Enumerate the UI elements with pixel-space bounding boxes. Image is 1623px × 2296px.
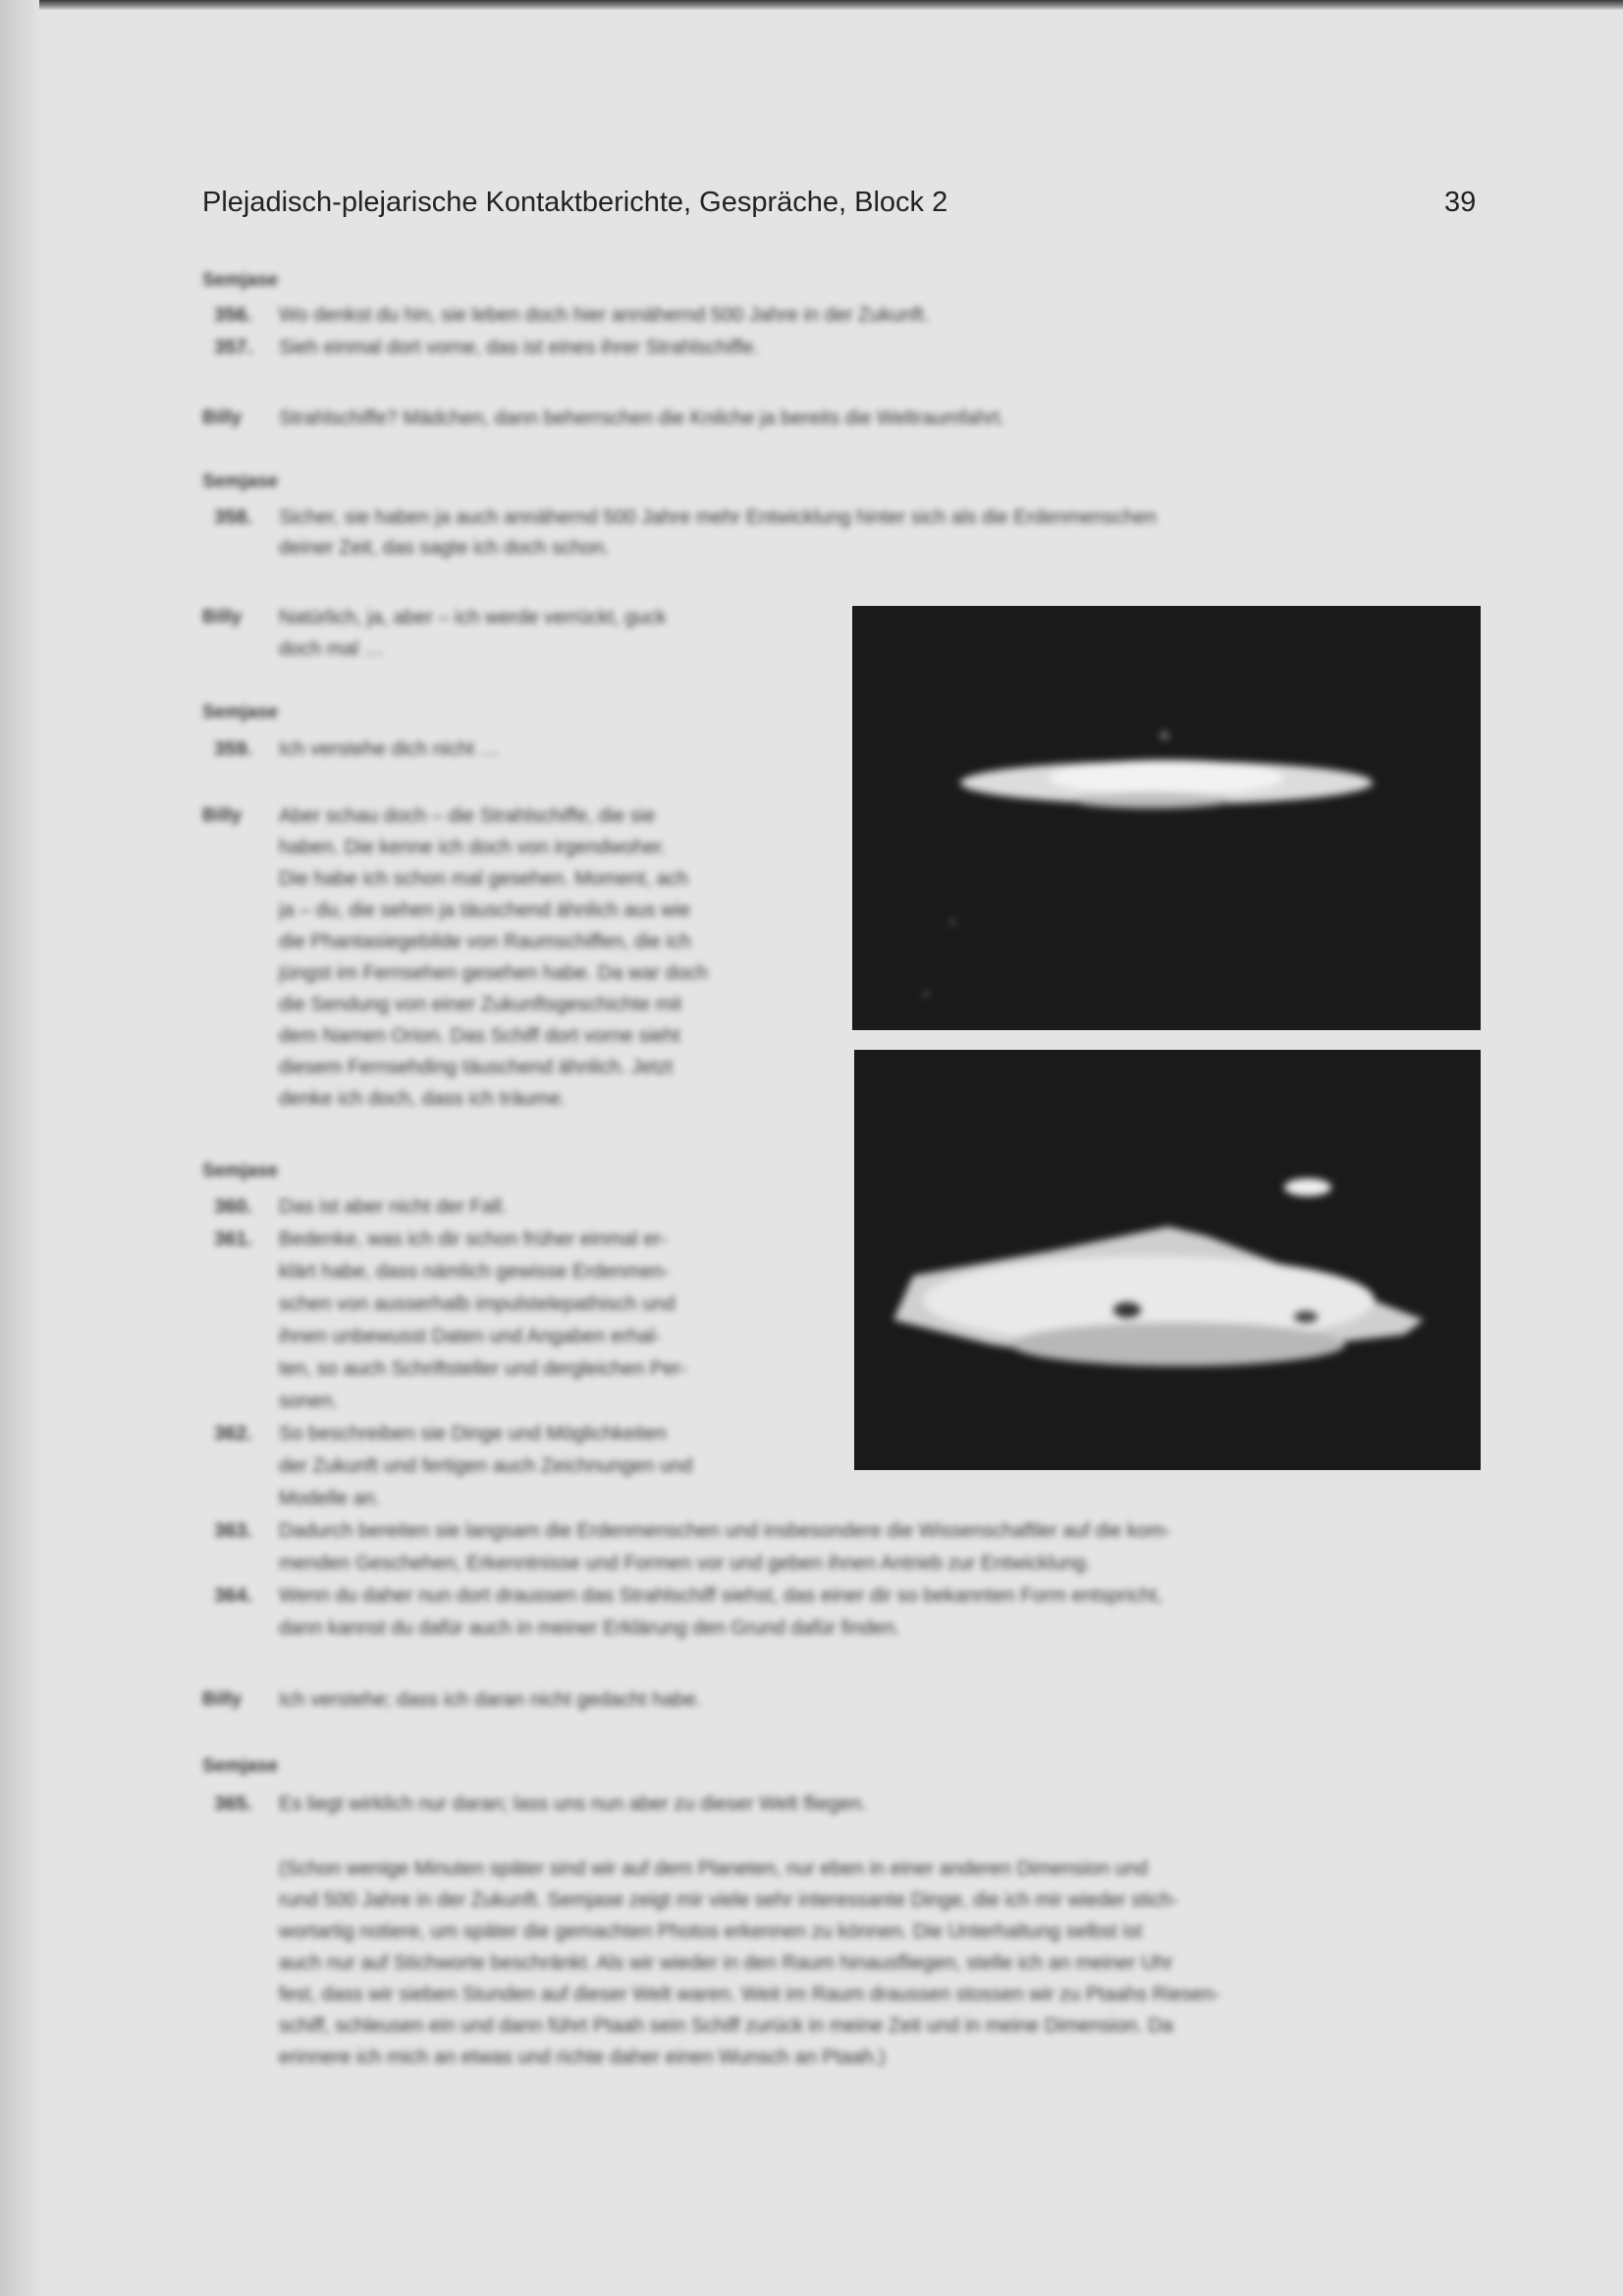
text-line: klärt habe, dass nämlich gewisse Erdenmen-: [279, 1261, 670, 1283]
text-line: dem Namen Orion. Das Schiff dort vorne sieht: [279, 1025, 680, 1047]
text-line: Das ist aber nicht der Fall.: [279, 1196, 508, 1218]
text-line: Ich verstehe dich nicht …: [279, 738, 500, 760]
speaker-label: Billy: [202, 408, 243, 428]
text-line: der Zukunft und fertigen auch Zeichnungen und: [279, 1455, 693, 1477]
text-line: denke ich doch, dass ich träume.: [279, 1088, 567, 1110]
statement-number: 359.: [214, 738, 252, 760]
speaker-label: Semjase: [202, 702, 279, 723]
text-line: Wo denkst du hin, sie leben doch hier annähernd 500 Jahre in der Zukunft.: [279, 304, 930, 326]
text-line: wortartig notiere, um später die gemachten Photos erkennen zu können. Die Unterhaltung selbst ist: [279, 1921, 1143, 1942]
text-line: Ich verstehe; dass ich daran nicht gedacht habe.: [279, 1689, 702, 1711]
text-line: ihnen unbewusst Daten und Angaben erhal-: [279, 1326, 662, 1347]
text-line: Strahlschiffe? Mädchen, dann beherrschen die Knilche ja bereits die Weltraumfahrt.: [279, 408, 1005, 429]
text-line: fest, dass wir sieben Stunden auf dieser Welt waren. Weit im Raum draussen stossen wir zu Ptaahs Riesen-: [279, 1984, 1220, 2005]
scan-top-edge: [0, 0, 1623, 10]
text-line: Es liegt wirklich nur daran; lass uns nun aber zu dieser Welt fliegen.: [279, 1793, 867, 1815]
text-line: Aber schau doch – die Strahlschiffe, die sie: [279, 805, 656, 827]
statement-number: 363.: [214, 1520, 252, 1542]
statement-number: 361.: [214, 1229, 252, 1250]
page-number: 39: [1444, 187, 1477, 218]
speaker-label: Billy: [202, 1689, 243, 1710]
text-line: menden Geschehen, Erkenntnisse und Formen vor und geben ihnen Antrieb zur Entwicklung.: [279, 1553, 1092, 1574]
text-line: erinnere ich mich an etwas und richte daher einen Wunsch an Ptaah.): [279, 2047, 886, 2068]
statement-number: 357.: [214, 337, 252, 358]
saucer-image-top: [852, 606, 1481, 1030]
statement-number: 365.: [214, 1793, 252, 1815]
speaker-label: Semjase: [202, 270, 279, 291]
text-line: ten, so auch Schriftsteller und dergleichen Per-: [279, 1358, 687, 1380]
saucer-image-bottom: [854, 1050, 1481, 1470]
text-line: schen von ausserhalb impulstelepathisch und: [279, 1293, 676, 1315]
text-line: Natürlich, ja, aber – ich werde verrückt, guck: [279, 607, 667, 629]
running-title: Plejadisch-plejarische Kontaktberichte, Gespräche, Block 2: [202, 187, 948, 218]
text-line: Sieh einmal dort vorne, das ist eines ihrer Strahlschiffe.: [279, 337, 759, 358]
text-line: jüngst im Fernsehen gesehen habe. Da war doch: [279, 962, 708, 984]
text-line: So beschreiben sie Dinge und Möglichkeiten: [279, 1423, 667, 1445]
spacecraft-photo-bottom: [854, 1050, 1481, 1470]
speaker-label: Billy: [202, 607, 243, 628]
speaker-label: Billy: [202, 805, 243, 826]
text-line: Bedenke, was ich dir schon früher einmal er-: [279, 1229, 668, 1250]
text-line: doch mal …: [279, 638, 384, 660]
text-line: diesem Fernsehding täuschend ähnlich. Jetzt: [279, 1057, 674, 1078]
statement-number: 364.: [214, 1585, 252, 1607]
text-line: dann kannst du dafür auch in meiner Erklärung den Grund dafür finden.: [279, 1617, 900, 1639]
text-line: schiff, schleusen ein und dann führt Ptaah sein Schiff zurück in meine Zeit und in meine Dimension. Da: [279, 2015, 1173, 2037]
text-line: rund 500 Jahre in der Zukunft. Semjase zeigt mir viele sehr interessante Dinge, die ich mir wieder stich-: [279, 1889, 1178, 1911]
statement-number: 358.: [214, 507, 252, 528]
text-line: Wenn du daher nun dort draussen das Strahlschiff siehst, das einer dir so bekannten Form entspricht,: [279, 1585, 1163, 1607]
text-line: auch nur auf Stichworte beschränkt. Als wir wieder in den Raum hinausfliegen, stelle ich an meiner Uhr: [279, 1952, 1173, 1974]
spacecraft-photo-top: [852, 606, 1481, 1030]
text-line: sonen.: [279, 1391, 339, 1412]
statement-number: 362.: [214, 1423, 252, 1445]
text-line: haben. Die kenne ich doch von irgendwoher.: [279, 837, 667, 858]
statement-number: 360.: [214, 1196, 252, 1218]
speaker-label: Semjase: [202, 471, 279, 492]
text-line: die Sendung von einer Zukunftsgeschichte mit: [279, 994, 682, 1015]
statement-number: 356.: [214, 304, 252, 326]
scan-left-shadow: [0, 0, 39, 2296]
speaker-label: Semjase: [202, 1756, 279, 1777]
text-line: die Phantasiegebilde von Raumschiffen, die ich: [279, 931, 691, 953]
text-line: Sicher, sie haben ja auch annähernd 500 Jahre mehr Entwicklung hinter sich als die Erdenmenschen: [279, 507, 1157, 528]
speaker-label: Semjase: [202, 1161, 279, 1181]
text-line: Modelle an.: [279, 1488, 381, 1509]
text-line: Dadurch bereiten sie langsam die Erdenmenschen und insbesondere die Wissenschaftler auf die kom-: [279, 1520, 1171, 1542]
text-line: deiner Zeit, das sagte ich doch schon.: [279, 537, 610, 559]
text-line: Die habe ich schon mal gesehen. Moment, ach: [279, 868, 688, 890]
text-line: (Schon wenige Minuten später sind wir auf dem Planeten, nur eben in einer anderen Dimension und: [279, 1858, 1148, 1880]
text-line: ja – du, die sehen ja täuschend ähnlich aus wie: [279, 900, 691, 921]
